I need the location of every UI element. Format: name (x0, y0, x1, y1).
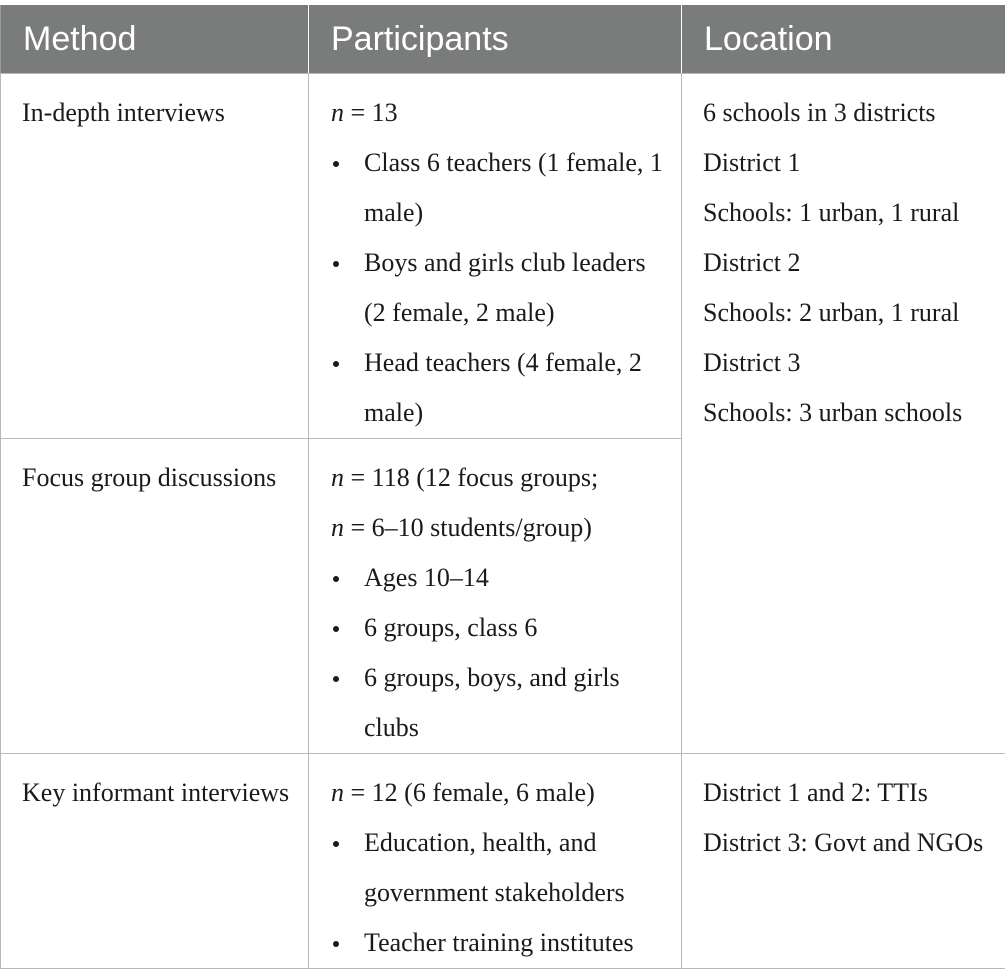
location-line: 6 schools in 3 districts (703, 98, 936, 127)
list-item: Head teachers (4 female, 2 male) (331, 338, 667, 438)
header-method: Method (1, 5, 309, 74)
participant-count: n = 13 (331, 98, 398, 127)
list-item: 6 groups, class 6 (331, 603, 667, 653)
location-cell-shared (682, 74, 1005, 754)
method-label: Focus group discussions (22, 463, 277, 492)
table-row (1, 74, 1005, 439)
participants-cell (309, 754, 682, 969)
location-line: District 1 (703, 148, 801, 177)
list-item: Education, health, and government stakeholders (331, 818, 667, 918)
list-item: Teacher training institutes (331, 918, 667, 968)
list-item: Ages 10–14 (331, 553, 667, 603)
header-participants: Participants (309, 5, 682, 74)
list-item: Class 6 teachers (1 female, 1 male) (331, 138, 667, 238)
location-line: District 3 (703, 348, 801, 377)
list-item: 6 groups, boys, and girls clubs (331, 653, 667, 753)
method-label: In-depth interviews (22, 98, 225, 127)
header-row (1, 5, 1005, 74)
method-label: Key informant interviews (22, 778, 290, 807)
study-methods-table (0, 5, 1005, 969)
location-line: District 2 (703, 248, 801, 277)
location-line: Schools: 1 urban, 1 rural (703, 198, 960, 227)
method-cell (1, 74, 309, 439)
participant-count: n = 12 (6 female, 6 male) (331, 778, 595, 807)
participant-count-detail: n = 6–10 students/group) (331, 513, 592, 542)
method-cell (1, 754, 309, 969)
location-line: Schools: 3 urban schools (703, 398, 963, 427)
table-row (1, 754, 1005, 969)
participants-cell (309, 439, 682, 754)
location-cell-key-informant (682, 754, 1005, 969)
header-location: Location (682, 5, 1005, 74)
location-line: District 3: Govt and NGOs (703, 828, 984, 857)
method-cell (1, 439, 309, 754)
participants-cell (309, 74, 682, 439)
location-line: Schools: 2 urban, 1 rural (703, 298, 960, 327)
list-item: Boys and girls club leaders (2 female, 2 male) (331, 238, 667, 338)
location-line: District 1 and 2: TTIs (703, 778, 928, 807)
participant-count: n = 118 (12 focus groups; (331, 463, 599, 492)
